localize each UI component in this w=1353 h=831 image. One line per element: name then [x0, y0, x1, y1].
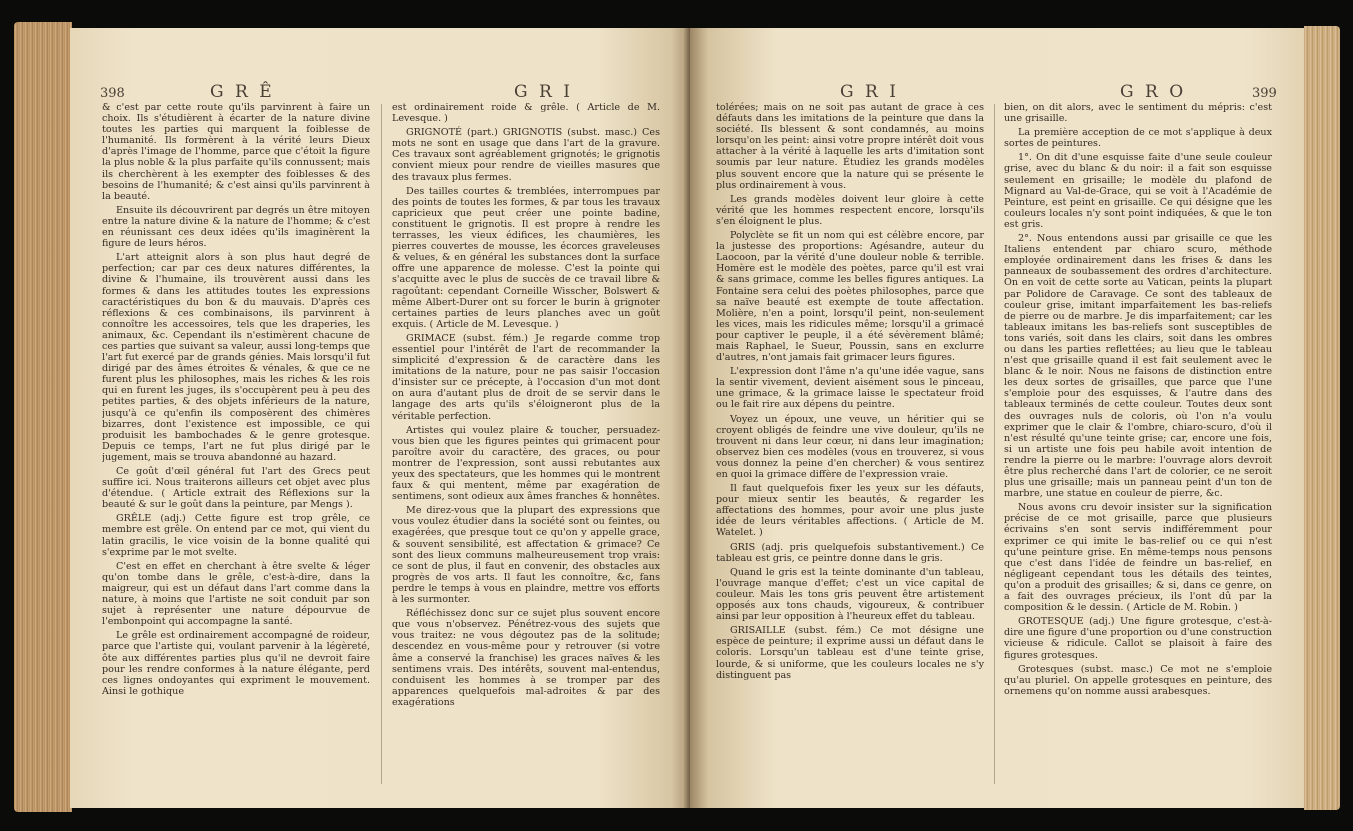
paragraph: tolérées; mais on ne soit pas autant de grace à ces défauts dans les imitations de la peinture que dans la société. Ils blessent & sont condamnés, au moins lorsqu'on les peint: ainsi votre propre intérêt doit vous attacher à la vérité à laquelle les arts d'imitation sont soumis par leur nature. Étudiez les grands modèles plus souvent encore que la nature qui se présente le plus ordinairement à vous. — [716, 102, 984, 191]
paragraph: GROTESQUE (adj.) Une figure grotesque, c'est-à-dire une figure d'une proportion ou d'une construction vicieuse & ridicule. Callot se plaisoit à faire des figures grotesques. — [1004, 616, 1272, 661]
paragraph: Voyez un époux, une veuve, un héritier qui se croyent obligés de feindre une vive douleur, qu'ils ne trouvent ni dans leur cœur, ni dans leur imagination; observez bien ces modèles (vous en trouverez, si vous vous donnez la peine d'en chercher) & vous sentirez en quoi la grimace diffère de l'expression vraie. — [716, 413, 984, 480]
left-running-head-right: G R I — [514, 82, 573, 102]
paragraph: Il faut quelquefois fixer les yeux sur les défauts, pour mieux sentir les beautés, & regarder les affectations des hommes, pour avoir une plus juste idée de leurs véritables affections. ( Article de M. Watelet. ) — [716, 483, 984, 539]
left-column-2 — [392, 102, 660, 792]
right-running-head-left: G R I — [840, 82, 899, 102]
left-column-1 — [102, 102, 370, 792]
paragraph: Nous avons cru devoir insister sur la signification précise de ce mot grisaille, parce que plusieurs écrivains s'en sont servis indifféremment pour exprimer ce qui imite le bas-relief ou ce qui n'est qu'une peinture grise. En même-temps nous pensons que c'est dans l'idée de feindre un bas-relief, en négligeant cependant tous les détails des teintes, qu'on a produit des grisailles; & si, dans ce genre, on a fait des ouvrages précieux, ils l'ont dû par la composition & le dessin. ( Article de M. Robin. ) — [1004, 502, 1272, 614]
paragraph: GRIS (adj. pris quelquefois substantivement.) Ce tableau est gris, ce peintre donne dans le gris. — [716, 541, 984, 564]
page-edges-right — [1304, 26, 1340, 810]
paragraph: GRIGNOTÉ (part.) GRIGNOTIS (subst. masc.) Ces mots ne sont en usage que dans l'art de la gravure. Ces travaux sont agréablement grignotés; le grignotis convient mieux pour rendre de vieilles masures que des travaux plus fermes. — [392, 127, 660, 183]
right-page-number: 399 — [1252, 86, 1277, 101]
paragraph: L'expression dont l'âme n'a qu'une idée vague, sans la sentir vivement, devient aisément sous le pinceau, une grimace, & la grimace laisse le spectateur froid ou le fait rire aux dépens du peintre. — [716, 366, 984, 411]
paragraph: Polyclète se fit un nom qui est célèbre encore, par la justesse des proportions: Agésandre, auteur du Laocoon, par la vérité d'une douleur noble & terrible. Homère est le modèle des poètes, parce qu'il est vrai & sans grimace, comme les belles figures antiques. La Fontaine sera celui des poètes philosophes, parce que sa naïve beauté est exempte de toute affectation. Molière, n'en a point, lorsqu'il peint, non-seulement les vices, mais les ridicules même; lorsqu'il a grimacé pour captiver le peuple, il a été sévèrement blâmé; mais Raphael, le Sueur, Poussin, sans en exclurre d'autres, n'ont jamais fait grimacer leurs figures. — [716, 230, 984, 364]
paragraph: La première acception de ce mot s'applique à deux sortes de peintures. — [1004, 127, 1272, 150]
left-running-head-left: G R Ê — [210, 82, 275, 102]
left-page-number: 398 — [100, 86, 125, 101]
left-page — [70, 28, 690, 808]
paragraph: Ce goût d'œil général fut l'art des Grecs peut suffire ici. Nous traiterons ailleurs cet objet avec plus d'étendue. ( Article extrait des Réflexions sur la beauté & sur le goût dans la peinture, par Mengs ). — [102, 466, 370, 511]
paragraph: Le grêle est ordinairement accompagné de roideur, parce que l'artiste qui, voulant parvenir à la légèreté, ôte aux différentes parties plus qu'il ne devroit faire pour les rendre conformes à la nature élégante, perd ces lignes ondoyantes qui expriment le mouvement. Ainsi le gothique — [102, 630, 370, 697]
paragraph: Réfléchissez donc sur ce sujet plus souvent encore que vous n'observez. Pénétrez-vous des sujets que vous traitez: ne vous dégoutez pas de la solitude; descendez en vous-même pour y retrouver (si votre âme a conservé la franchise) les graces naïves & les sentimens vrais. Des intérêts, souvent mal-entendus, conduisent les hommes à se tromper par des apparences quelquefois mal-adroites & par des exagérations — [392, 608, 660, 708]
open-book — [14, 18, 1340, 818]
right-column-2 — [1004, 102, 1272, 792]
paragraph: Ensuite ils découvrirent par degrés un être mitoyen entre la nature divine & la nature de l'homme; & c'est en réunissant ces deux idées qu'ils imaginèrent la figure de leurs héros. — [102, 204, 370, 250]
paragraph: & c'est par cette route qu'ils parvinrent à faire un choix. Ils s'étudièrent à écarter de la nature divine toutes les parties qui marquent la foiblesse de l'humanité. Ils formèrent à la vérité leurs Dieux d'après l'image de l'homme, parce que c'étoit la figure la plus noble & la plus parfaite qu'ils connussent; mais ils cherchèrent à les exempter des foiblesses & des besoins de l'humanité; & c'est ainsi qu'ils parvinrent à la beauté. — [102, 102, 370, 202]
paragraph: Grotesques (subst. masc.) Ce mot ne s'emploie qu'au pluriel. On appelle grotesques en peinture, des ornemens qu'on nomme aussi arabesques. — [1004, 663, 1272, 697]
column-rule — [994, 104, 995, 784]
paragraph: Des tailles courtes & tremblées, interrompues par des points de toutes les formes, & par tous les travaux capricieux que peut créer une pointe badine, constituent le grignotis. Il est propre à rendre les terrasses, les vieux édifices, les chaumières, les pierres couvertes de mousse, les écorces graveleuses & velues, & en général les substances dont la surface offre une apparence de molesse. C'est la pointe qui s'acquitte avec le plus de succès de ce travail libre & ragoûtant: cependant Corneille Wisscher, Bolswert & même Albert-Durer ont su forcer le burin à grignoter certaines parties de leurs planches avec un goût exquis. ( Article de M. Levesque. ) — [392, 185, 660, 330]
paragraph: GRIMACE (subst. fém.) Je regarde comme trop essentiel pour l'intérêt de l'art de recommander la simplicité d'expression & de caractère dans les imitations de la nature, pour ne pas saisir l'occasion d'insister sur ce précepte, à l'occasion d'un mot dont on aura d'autant plus de droit de se servir dans le langage des arts qu'ils s'éloigneront plus de la véritable perfection. — [392, 332, 660, 422]
column-rule — [381, 104, 382, 784]
paragraph: 2°. Nous entendons aussi par grisaille ce que les Italiens entendent par chiaro scuro, méthode employée ordinairement dans les frises & dans les panneaux de soubassement des ordres d'architecture. On en voit de cette sorte au Vatican, peints la plupart par Polidore de Caravage. Ce sont des tableaux de couleur grise, imitant imparfaitement les bas-reliefs de pierre ou de marbre. Je dis imparfaitement; car les tableaux imitans les bas-reliefs sont susceptibles de tons variés, soit dans les clairs, soit dans les ombres ou dans les parties reflettées; au lieu que le tableau n'est que grisaille quand il est fait seulement avec le blanc & le noir. Nous ne faisons de distinction entre les deux sortes de grisailles, que parce que l'une s'emploie pour des esquisses, & l'autre dans des tableaux terminés de cette couleur. Toutes deux sont des ouvrages nuls de coloris, où l'on n'a voulu exprimer que le clair & l'ombre, chiaro-scuro, d'où il n'est résulté qu'une teinte grise; car, encore une fois, si un artiste une fois peu habile avoit intention de rendre la pierre ou le marbre: l'ouvrage alors devroit être plus recherché dans l'art de colorier, ce ne seroit plus une grisaille; mais un panneau peint d'un ton de marbre, une statue en couleur de pierre, &c. — [1004, 233, 1272, 500]
paragraph: GRISAILLE (subst. fém.) Ce mot désigne une espèce de peinture; il exprime aussi un défaut dans le coloris. Lorsqu'un tableau est d'une teinte grise, lourde, & si uniforme, que les couleurs locales ne s'y distinguent pas — [716, 625, 984, 681]
paragraph: Artistes qui voulez plaire & toucher, persuadez-vous bien que les figures peintes qui grimacent pour paroître avoir du caractère, des graces, ou pour montrer de l'expression, sont aussi rebutantes aux yeux des spectateurs, que les hommes qui le montrent faux & qui mentent, même par exagération de sentimens, sont odieux aux âmes franches & honnêtes. — [392, 424, 660, 503]
right-column-1 — [716, 102, 984, 792]
paragraph: 1°. On dit d'une esquisse faite d'une seule couleur grise, avec du blanc & du noir: il a fait son esquisse seulement en grisaille; le modèle du plafond de Mignard au Val-de-Grace, qui se voit à l'Académie de Peinture, est peint en grisaille. Ce qui désigne que les couleurs locales n'y sont point indiquées, & que le ton est gris. — [1004, 152, 1272, 230]
right-page — [690, 28, 1306, 808]
page-edges-left — [14, 22, 72, 812]
paragraph: GRÊLE (adj.) Cette figure est trop grêle, ce membre est grêle. On entend par ce mot, qui vient du latin gracilis, le vice voisin de la bonne qualité qui s'exprime par le mot svelte. — [102, 513, 370, 558]
paragraph: C'est en effet en cherchant à être svelte & léger qu'on tombe dans le grêle, c'est-à-dire, dans la maigreur, qui est un défaut dans l'art comme dans la nature, à moins que l'artiste ne soit conduit par son sujet à représenter une nature dépourvue de l'embonpoint qui accompagne la santé. — [102, 560, 370, 628]
paragraph: Quand le gris est la teinte dominante d'un tableau, l'ouvrage manque d'effet; c'est un vice capital de couleur. Mais les tons gris peuvent être artistement opposés aux tons chauds, vigoureux, & contribuer ainsi par leur opposition à l'heureux effet du tableau. — [716, 566, 984, 623]
paragraph: L'art atteignit alors à son plus haut degré de perfection; car par ces deux natures différentes, la divine & l'humaine, ils trouvèrent aussi dans les formes & dans les attitudes toutes les expressions caractéristiques du bon & du mauvais. D'après ces réflexions & ces combinaisons, ils parvinrent à connoître les accessoires, tels que les draperies, les animaux, &c. Cependant ils n'estimèrent chacune de ces parties que suivant sa valeur, aussi long-temps que l'art fut exercé par de grands génies. Mais lorsqu'il fut dirigé par des âmes étroites & vénales, & que ce ne furent plus les philosophes, mais les riches & les rois qui en furent les juges, ils s'occupèrent peu à peu des petites parties, & des objets inférieurs de la nature, jusqu'à ce qu'enfin ils composèrent des chimères bizarres, dont l'existence est impossible, ce qui produisit les bambochades & le genre grotesque. Depuis ce temps, l'art ne fut plus dirigé par le jugement, mais se trouva abandonné au hazard. — [102, 252, 370, 463]
paragraph: bien, on dit alors, avec le sentiment du mépris: c'est une grisaille. — [1004, 102, 1272, 125]
paragraph: Me direz-vous que la plupart des expressions que vous voulez étudier dans la société sont ou feintes, ou exagérées, que presque tout ce qu'on y appelle grace, & souvent sensibilité, est affectation & grimace? Ce sont des lieux communs malheureusement trop vrais: ce sont de plus, il faut en convenir, des obstacles aux progrès de vos arts. Il faut les connoître, &c, fans perdre le temps à vous en plaindre, mettre vos efforts à les surmonter. — [392, 505, 660, 606]
right-running-head-right: G R O — [1120, 82, 1187, 102]
paragraph: est ordinairement roide & grêle. ( Article de M. Levesque. ) — [392, 102, 660, 125]
paragraph: Les grands modèles doivent leur gloire à cette vérité que les hommes respectent encore, lorsqu'ils s'en éloignent le plus. — [716, 193, 984, 227]
